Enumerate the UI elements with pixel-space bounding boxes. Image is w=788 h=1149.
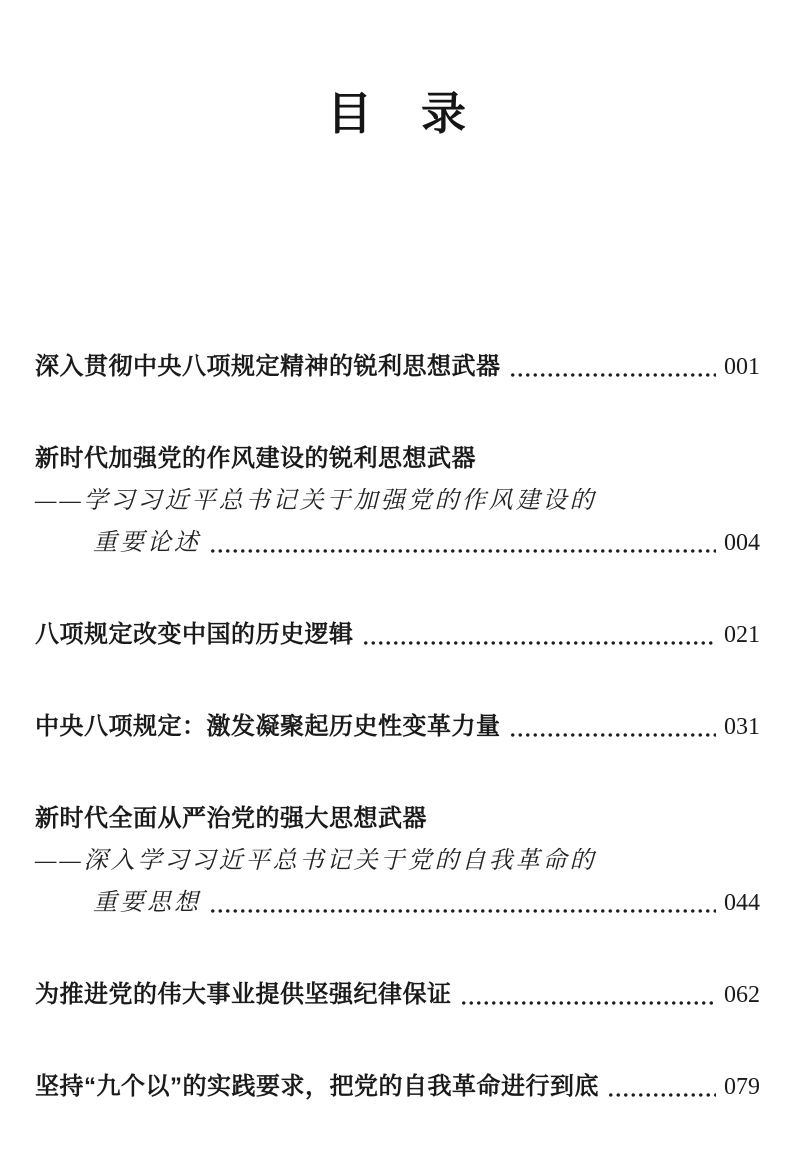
page-title: 目 录 <box>326 89 468 139</box>
entry-page-number: 031 <box>724 714 760 740</box>
dot-leader <box>607 1093 716 1097</box>
toc-entry-row <box>35 974 760 1016</box>
entry-page-number: 001 <box>724 354 760 380</box>
entry-subtitle-line2: 重要思想 <box>93 890 201 916</box>
entry-subtitle-line1: ——学习习近平总书记关于加强党的作风建设的 <box>35 488 597 514</box>
toc-list <box>35 346 760 1108</box>
entry-page-number: 044 <box>724 890 760 916</box>
dot-leader <box>209 909 716 913</box>
toc-entry-row <box>35 346 760 388</box>
entry-subtitle-line2: 重要论述 <box>93 530 201 556</box>
toc-entry[interactable] <box>35 1066 760 1108</box>
entry-title: 坚持“九个以”的实践要求，把党的自我革命进行到底 <box>35 1073 599 1100</box>
entry-page-number: 004 <box>724 530 760 556</box>
entry-title: 中央八项规定：激发凝聚起历史性变革力量 <box>35 713 501 740</box>
toc-entry[interactable] <box>35 346 760 388</box>
toc-entry-row <box>35 1066 760 1108</box>
entry-page-number: 062 <box>724 982 760 1008</box>
toc-entry-row <box>35 522 760 564</box>
entry-title: 新时代全面从严治党的强大思想武器 <box>35 805 427 832</box>
dot-leader <box>509 733 717 737</box>
toc-entry[interactable] <box>35 614 760 656</box>
toc-entry[interactable] <box>35 706 760 748</box>
toc-entry-row <box>35 882 760 924</box>
dot-leader <box>460 1001 717 1005</box>
entry-title: 为推进党的伟大事业提供坚强纪律保证 <box>35 981 452 1008</box>
entry-title: 八项规定改变中国的历史逻辑 <box>35 621 354 648</box>
entry-title: 深入贯彻中央八项规定精神的锐利思想武器 <box>35 353 501 380</box>
dot-leader <box>209 549 716 553</box>
entry-title: 新时代加强党的作风建设的锐利思想武器 <box>35 445 476 472</box>
entry-page-number: 079 <box>724 1074 760 1100</box>
toc-entry[interactable] <box>35 974 760 1016</box>
toc-entry-row <box>35 614 760 656</box>
entry-page-number: 021 <box>724 622 760 648</box>
toc-entry[interactable] <box>35 798 760 924</box>
toc-entry-row <box>35 706 760 748</box>
dot-leader <box>362 641 717 645</box>
dot-leader <box>509 373 717 377</box>
toc-entry[interactable] <box>35 438 760 564</box>
entry-subtitle-line1: ——深入学习习近平总书记关于党的自我革命的 <box>35 848 597 874</box>
